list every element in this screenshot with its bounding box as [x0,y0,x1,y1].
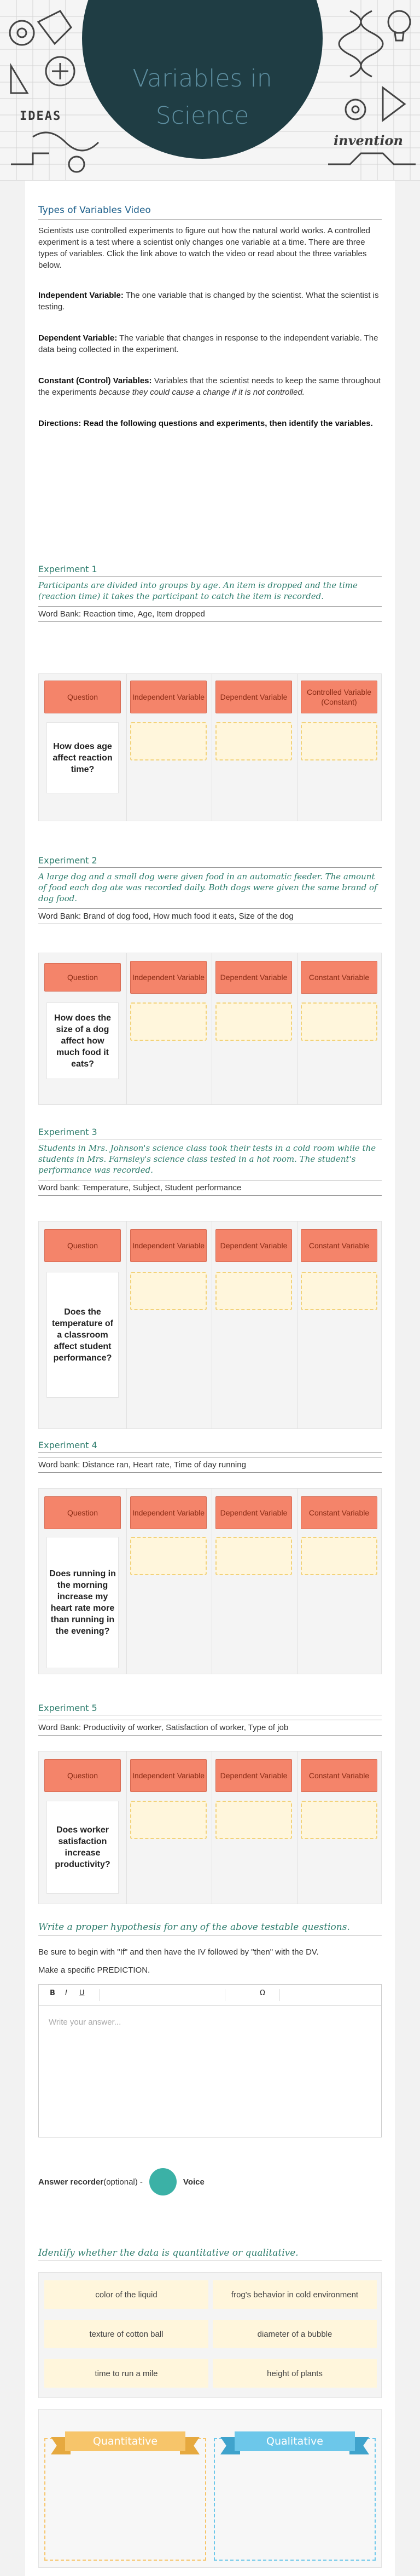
experiment-3-sort-table [38,1221,382,1429]
voice-label: Voice [183,2177,205,2187]
column-constant [297,1221,381,1428]
dependent-text: The variable that changes in response to the independent variable. The data being collected in the experiment. [38,333,378,354]
qualitative-ribbon [235,2431,355,2456]
header-dependent: Dependent Variable [215,681,292,713]
column-independent [126,674,211,821]
header-independent: Independent Variable [130,961,207,994]
drop-zone-independent[interactable] [130,1272,207,1310]
quantitative-label: Quantitative [92,2435,158,2447]
special-characters-button[interactable]: Ω [260,1989,265,1997]
column-independent [126,953,211,1104]
column-question [41,674,125,821]
header-question: Question [44,963,121,992]
intro-paragraph: Scientists use controlled experiments to figure out how the natural world works. A controlled experiment is a test where a scientist only changes one variable at a time. There are three types of variables. Click the link above to watch the video or read about the three variables below. [38,226,370,270]
data-item-card[interactable]: height of plants [213,2359,377,2388]
dependent-definition [38,332,382,355]
data-item-card[interactable]: texture of cotton ball [44,2320,208,2348]
experiment-description: A large dog and a small dog were given food in an automatic feeder. The amount of food each dog ate was recorded daily. Both dogs were given the same brand of dog food. [38,872,377,903]
drop-zone-dependent[interactable] [215,1002,292,1041]
recorder-label: Answer recorder [38,2177,104,2187]
header-constant: Constant Variable [301,1496,377,1529]
word-bank: Word Bank: Brand of dog food, How much food it eats, Size of the dog [38,908,382,924]
drop-zone-dependent[interactable] [215,1537,292,1575]
experiment-2-header [38,855,382,924]
constant-text: Variables that the scientist needs to keep the same throughout the experiments [38,376,381,397]
experiment-5-header [38,1703,382,1736]
hypothesis-section [38,1922,382,1976]
data-item-card[interactable]: diameter of a bubble [213,2320,377,2348]
experiment-label: Experiment 3 [38,1127,382,1139]
header-constant: Constant Variable [301,1229,377,1262]
toolbar-separator [279,1989,280,2001]
column-question [41,1221,125,1428]
drop-zone-constant[interactable] [301,1537,377,1575]
header-question: Question [44,1229,121,1262]
sorting-bins [38,2409,382,2568]
experiment-1-header [38,564,382,622]
header-banner [0,0,420,181]
column-constant [297,674,381,821]
editor-toolbar [39,1985,381,2006]
hypothesis-title: Write a proper hypothesis for any of the above testable questions. [38,1922,382,1935]
header-dependent: Dependent Variable [215,1229,292,1262]
answer-editor [38,1984,382,2137]
constant-term: Constant (Control) Variables: [38,376,152,385]
experiment-1-sort-table [38,673,382,821]
drop-zone-independent[interactable] [130,1537,207,1575]
drop-zone-constant[interactable] [301,1002,377,1041]
column-dependent [212,953,296,1104]
column-independent [126,1221,211,1428]
column-question [41,1489,125,1674]
drop-zone-independent[interactable] [130,1002,207,1041]
recorder-optional: (optional) - [103,2177,143,2187]
qualitative-bin[interactable] [214,2431,376,2561]
answer-recorder [38,2168,205,2195]
header-independent: Independent Variable [130,1229,207,1262]
column-independent [126,1751,211,1904]
word-bank: Word bank: Distance ran, Heart rate, Time of day running [38,1457,382,1473]
underline-button[interactable]: U [79,1989,85,1997]
header-question: Question [44,1759,121,1792]
video-link[interactable]: Types of Variables Video [38,205,382,220]
constant-definition [38,375,382,398]
qualitative-drop-area[interactable] [214,2438,376,2561]
experiment-label: Experiment 5 [38,1703,382,1715]
experiment-2-sort-table [38,953,382,1105]
drop-zone-dependent[interactable] [215,722,292,760]
word-bank: Word Bank: Productivity of worker, Satisfaction of worker, Type of job [38,1720,382,1736]
experiment-description: Students in Mrs. Johnson's science class took their tests in a cold room while the students in Mrs. Farnsley's science class tested in a hot room. The student's performance was recorded. [38,1143,376,1175]
worksheet-page [25,181,395,2576]
column-question [41,1751,125,1904]
drop-zone-independent[interactable] [130,1801,207,1839]
dependent-term: Dependent Variable: [38,333,118,343]
answer-input[interactable]: Write your answer... [49,2018,121,2027]
constant-text-italic: because they could cause a change if it is not controlled. [98,388,305,397]
doodle-word-invention: invention [334,132,403,148]
drop-zone-dependent[interactable] [215,1272,292,1310]
directions-text: Directions: Read the following questions and experiments, then identify the variables. [38,419,373,428]
word-bank: Word Bank: Reaction time, Age, Item dropped [38,606,382,622]
quantitative-ribbon [65,2431,185,2456]
column-constant [297,953,381,1104]
experiment-4-header [38,1440,382,1473]
question-card[interactable]: How does age affect reaction time? [46,722,119,793]
question-card[interactable]: Does worker satisfaction increase productivity? [46,1801,119,1894]
column-constant [297,1489,381,1674]
experiment-description: Participants are divided into groups by age. An item is dropped and the time (reaction time) it takes the participant to catch the item is recorded. [38,580,358,601]
column-dependent [212,674,296,821]
prediction-prompt: Make a specific PREDICTION. [38,1966,150,1975]
italic-button[interactable]: I [65,1989,67,1997]
data-item-card[interactable]: time to run a mile [44,2359,208,2388]
column-dependent [212,1751,296,1904]
drop-zone-independent[interactable] [130,722,207,760]
header-dependent: Dependent Variable [215,961,292,994]
data-types-title: Identify whether the data is quantitative or qualitative. [38,2247,382,2261]
independent-definition [38,290,382,313]
data-items-bank [38,2272,382,2398]
drop-zone-constant[interactable] [301,1272,377,1310]
page-title-line-2: Science [155,102,249,130]
data-item-card[interactable]: frog's behavior in cold environment [213,2280,377,2309]
toolbar-separator [99,1989,100,2001]
header-constant: Constant Variable [301,1759,377,1792]
page-title [82,60,323,135]
word-bank: Word bank: Temperature, Subject, Student performance [38,1180,382,1196]
quantitative-bin[interactable] [44,2431,206,2561]
page-title-line-1: Variables in [132,65,272,93]
header-independent: Independent Variable [130,1496,207,1529]
header-constant: Constant Variable [301,961,377,994]
drop-zone-dependent[interactable] [215,1801,292,1839]
experiment-label: Experiment 1 [38,564,382,577]
header-question: Question [44,681,121,713]
header-question: Question [44,1496,121,1529]
column-constant [297,1751,381,1904]
drop-zone-constant[interactable] [301,1801,377,1839]
experiment-label: Experiment 4 [38,1440,382,1453]
doodle-word-ideas: IDEAS [20,110,62,123]
record-button[interactable] [149,2168,177,2195]
data-item-card[interactable]: color of the liquid [44,2280,208,2309]
experiment-3-header [38,1127,382,1196]
hypothesis-instruction: Be sure to begin with "If" and then have the IV followed by "then" with the DV. [38,1947,319,1957]
experiment-5-sort-table [38,1751,382,1904]
question-card[interactable]: How does the size of a dog affect how much food it eats? [46,1002,119,1079]
data-types-section [38,2247,382,2261]
quantitative-drop-area[interactable] [44,2438,206,2561]
drop-zone-constant[interactable] [301,722,377,760]
column-independent [126,1489,211,1674]
bold-button[interactable]: B [50,1989,55,1997]
column-dependent [212,1221,296,1428]
experiment-4-sort-table [38,1488,382,1674]
independent-text: The one variable that is changed by the scientist. What the scientist is testing. [38,291,379,312]
question-card[interactable]: Does the temperature of a classroom affect student performance? [46,1272,119,1398]
intro-section [38,205,382,429]
header-constant: Controlled Variable (Constant) [301,681,377,713]
header-independent: Independent Variable [130,681,207,713]
column-question [41,953,125,1104]
experiment-label: Experiment 2 [38,855,382,868]
independent-term: Independent Variable: [38,291,124,300]
directions [38,418,382,429]
question-card[interactable]: Does running in the morning increase my heart rate more than running in the evening? [46,1537,119,1668]
column-dependent [212,1489,296,1674]
header-dependent: Dependent Variable [215,1759,292,1792]
header-independent: Independent Variable [130,1759,207,1792]
header-dependent: Dependent Variable [215,1496,292,1529]
qualitative-label: Qualitative [266,2435,323,2447]
